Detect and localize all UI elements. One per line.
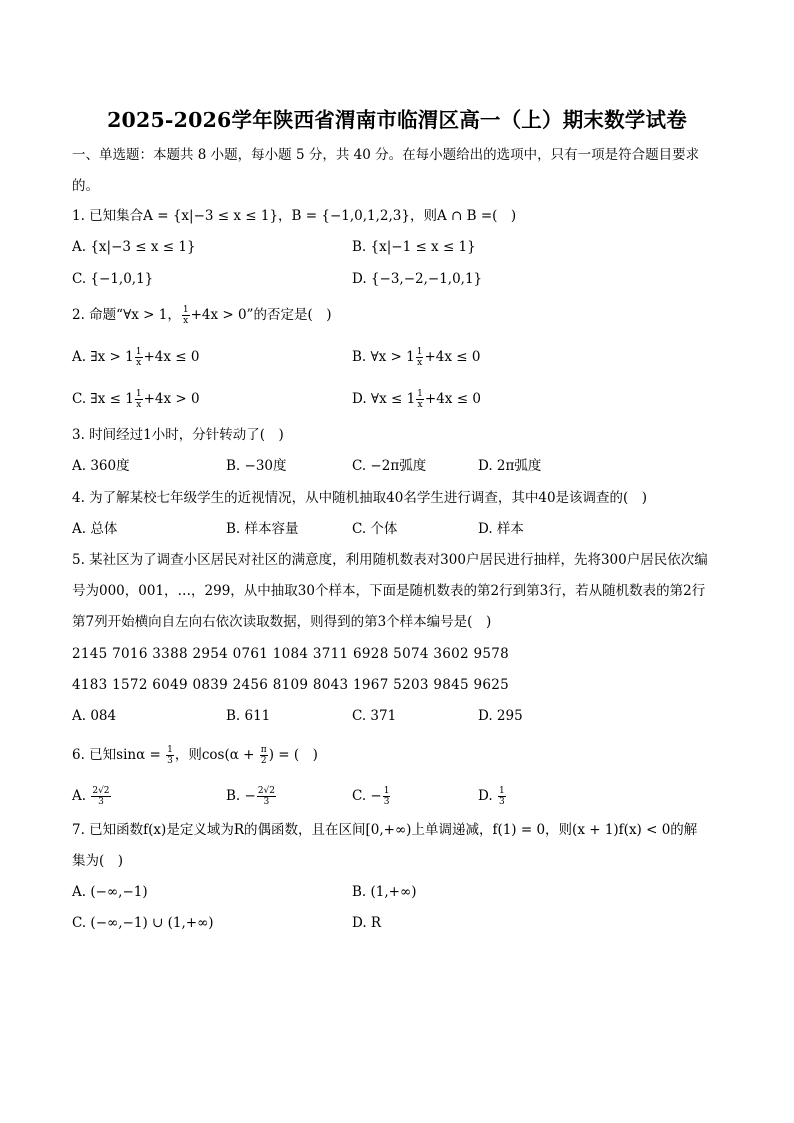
q2-option-c: C. ∃x ≤ 1 $\frac{1}{x}$ +4x > 0 (72, 389, 200, 410)
q6-option-c: C. − $\frac{1}{3}$ (352, 786, 390, 807)
q1-option-b: B. {x|−1 ≤ x ≤ 1} (352, 239, 476, 255)
q7-option-c: C. (−∞,−1) ∪ (1,+∞) (72, 915, 214, 931)
random-table-row-3: 4183 1572 6049 0839 2456 8109 8043 1967 5203 9845 9625 (72, 677, 510, 693)
q3-option-b: B. −30度 (226, 458, 287, 474)
q5-stem-line3: 第7列开始横向自左向右依次读取数据，则得到的第3个样本编号是( ) (72, 614, 492, 630)
q3-stem: 3. 时间经过1小时，分针转动了( ) (72, 427, 284, 443)
q2-option-d: D. ∀x ≤ 1 $\frac{1}{x}$ +4x ≤ 0 (352, 389, 481, 410)
q3-option-a: A. 360度 (72, 458, 130, 474)
q6-option-d: D. $\frac{1}{3}$ (478, 786, 505, 807)
q6-option-a: A. $\frac{2√2}{3}$ (72, 786, 110, 807)
q6-fraction-2: $\frac{\pi}{2}$ (260, 745, 267, 766)
q5-stem-line2: 号为000，001，…，299，从中抽取30个样本，下面是随机数表的第2行到第3行，若从随机数表的第2行 (72, 583, 706, 599)
q2-stem (72, 305, 332, 326)
q2-stem-post: +4x > 0”的否定是( ) (190, 307, 332, 323)
q5-option-a: A. 084 (72, 708, 117, 724)
q4-stem: 4. 为了解某校七年级学生的近视情况，从中随机抽取40名学生进行调查，其中40是该调查的( ) (72, 490, 648, 506)
q1-option-a: A. {x|−3 ≤ x ≤ 1} (72, 239, 196, 255)
random-table-row-2: 2145 7016 3388 2954 0761 1084 3711 6928 5074 3602 9578 (72, 646, 510, 662)
q5-stem-line1: 5. 某社区为了调查小区居民对社区的满意度，利用随机数表对300户居民进行抽样，先将300户居民依次编 (72, 552, 708, 568)
exam-title: 2025-2026学年陕西省渭南市临渭区高一（上）期末数学试卷 (107, 108, 687, 132)
q3-option-c: C. −2π弧度 (352, 458, 427, 474)
q7-stem-line1: 7. 已知函数f(x)是定义域为R的偶函数，且在区间[0,+∞)上单调递减，f(1) = 0，则(x + 1)f(x) < 0的解 (72, 822, 698, 838)
q2-option-a: A. ∃x > 1 $\frac{1}{x}$ +4x ≤ 0 (72, 347, 200, 368)
q6-option-b: B. − $\frac{2√2}{3}$ (226, 786, 276, 807)
q4-option-a: A. 总体 (72, 521, 118, 537)
q5-option-b: B. 611 (226, 708, 271, 724)
q1-stem: 1. 已知集合A = {x|−3 ≤ x ≤ 1}，B = {−1,0,1,2,3}，则A ∩ B =( ) (72, 208, 517, 224)
q7-option-d: D. R (352, 915, 382, 931)
section-heading: 一、单选题：本题共 8 小题，每小题 5 分，共 40 分。在每小题给出的选项中，只有一项是符合题目要求 (72, 147, 700, 163)
q2-stem-pre: 2. 命题“∀x > 1， (72, 307, 181, 323)
q4-option-c: C. 个体 (352, 521, 398, 537)
q2-option-b: B. ∀x > 1 $\frac{1}{x}$ +4x ≤ 0 (352, 347, 481, 368)
q5-option-d: D. 295 (478, 708, 523, 724)
q6-stem: 6. 已知sinα = $\frac{1}{3}$ ，则cos(α + $\frac{\pi}{2}$ ) = ( ) (72, 745, 318, 766)
q6-fraction-1: $\frac{1}{3}$ (167, 745, 173, 766)
q1-option-d: D. {−3,−2,−1,0,1} (352, 271, 483, 287)
q1-option-c: C. {−1,0,1} (72, 271, 154, 287)
q2-fraction: $\frac{1}{x}$ (182, 305, 189, 326)
q4-option-b: B. 样本容量 (226, 521, 299, 537)
q3-option-d: D. 2π弧度 (478, 458, 542, 474)
q4-option-d: D. 样本 (478, 521, 524, 537)
q7-stem-line2: 集为( ) (72, 853, 124, 869)
q7-option-a: A. (−∞,−1) (72, 884, 148, 900)
section-heading-cont: 的。 (72, 178, 99, 194)
q5-option-c: C. 371 (352, 708, 397, 724)
q7-option-b: B. (1,+∞) (352, 884, 417, 900)
